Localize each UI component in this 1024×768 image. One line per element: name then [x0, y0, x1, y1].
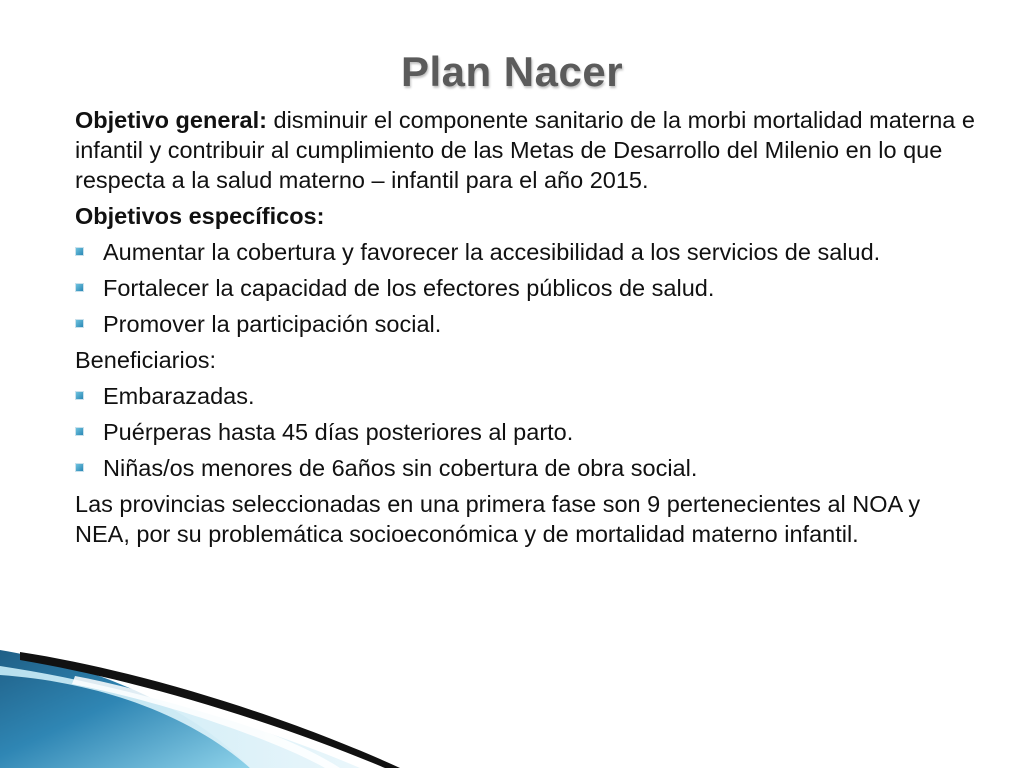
square-bullet-icon [76, 248, 83, 255]
square-bullet-icon [76, 320, 83, 327]
square-bullet-icon [76, 464, 83, 471]
square-bullet-icon [76, 392, 83, 399]
beneficiario-item [75, 417, 975, 447]
square-bullet-icon [76, 428, 83, 435]
slide-title: Plan Nacer [400, 48, 624, 95]
objetivo-item [75, 237, 975, 267]
provincias-paragraph: Las provincias seleccionadas en una primera fase son 9 pertenecientes al NOA y NEA, por su problemática socioeconómica y de mortalidad materno infantil. [75, 491, 921, 547]
objetivo-item-text: Aumentar la cobertura y favorecer la accesibilidad a los servicios de salud. [103, 239, 881, 265]
beneficiario-item [75, 381, 975, 411]
square-bullet-icon [76, 284, 83, 291]
objetivo-general-text: disminuir el componente sanitario de la morbi mortalidad materna e infantil y contribuir al cumplimiento de las Metas de Desarrollo del Milenio en lo que respecta a la salud materno – infantil para el año 2015. [75, 107, 975, 193]
objetivo-item [75, 309, 975, 339]
objetivo-item [75, 273, 975, 303]
objetivo-general-label: Objetivo general: [75, 107, 267, 133]
objetivo-item-text: Fortalecer la capacidad de los efectores públicos de salud. [103, 275, 715, 301]
objetivo-item-text: Promover la participación social. [103, 311, 442, 337]
beneficiario-item-text: Niñas/os menores de 6años sin cobertura de obra social. [103, 455, 698, 481]
beneficiario-item-text: Puérperas hasta 45 días posteriores al parto. [103, 419, 574, 445]
objetivos-especificos-heading: Objetivos específicos: [75, 203, 325, 229]
beneficiario-item [75, 453, 975, 483]
slide-body [75, 105, 975, 555]
beneficiarios-heading: Beneficiarios: [75, 347, 217, 373]
objetivo-general-paragraph [75, 105, 975, 195]
beneficiario-item-text: Embarazadas. [103, 383, 255, 409]
